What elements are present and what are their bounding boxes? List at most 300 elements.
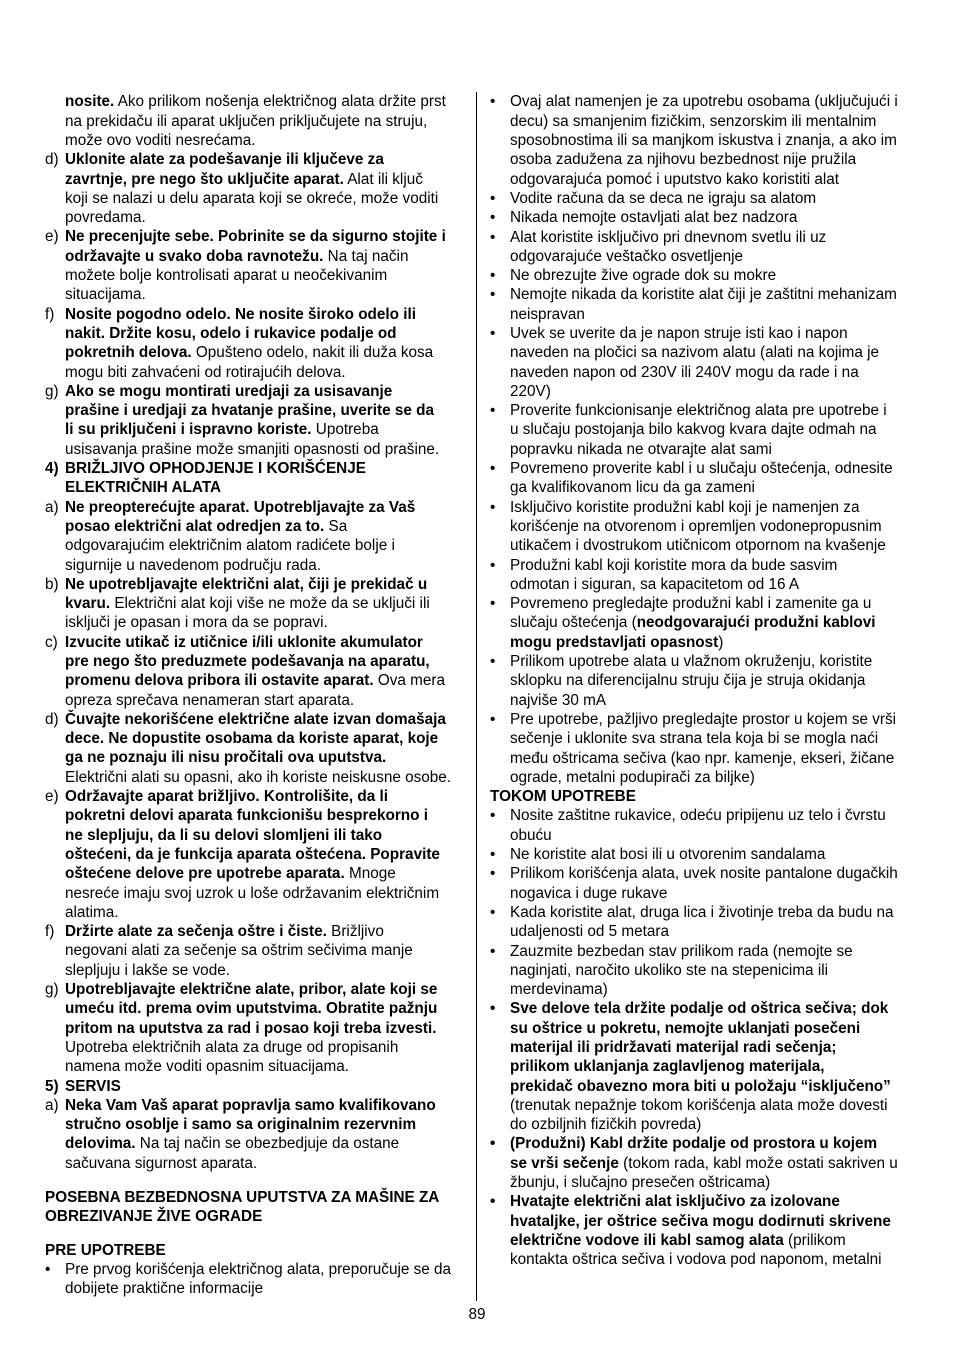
item-text	[510, 1192, 930, 1269]
section	[45, 1241, 470, 1299]
bullet-marker: •	[490, 498, 496, 516]
bullet-item	[490, 459, 930, 498]
item-text	[65, 1077, 470, 1096]
bold-text: Izvucite utikač iz utičnice i/ili uklonite akumulator	[65, 633, 423, 651]
bold-text: dece. Ne dopustite osobama da koriste aparat, koje	[65, 730, 439, 748]
section	[45, 92, 470, 1173]
text-line: žbunju, i slučajno presečen oštricama)	[510, 1174, 771, 1192]
bold-text: Čuvajte nekorišćene električne alate izvan domašaja	[65, 710, 446, 728]
bullet-item	[490, 92, 930, 188]
bullet-marker: •	[490, 556, 496, 574]
text-line: Zauzmite bezbedan stav prilikom rada (nemojte se	[510, 942, 853, 960]
text-line: merdevinama)	[510, 981, 608, 999]
bold-text: SERVIS	[65, 1077, 121, 1095]
item-text	[65, 633, 470, 710]
body-text: Na taj način	[323, 247, 409, 265]
bullet-marker: •	[490, 460, 496, 478]
list-item	[45, 1096, 470, 1173]
text-line: obuću	[510, 826, 552, 844]
text-line: Povremeno proverite kabl i u slučaju oštećenja, odnesite	[510, 460, 893, 478]
text-line	[490, 787, 930, 806]
body-text: Ova mera	[373, 672, 445, 690]
text-line: odgovarajuća pomoć i uputstvo kako koristiti alat	[510, 170, 840, 188]
text-line: negovani alati za sečenje sa oštrim sečivima manje	[65, 942, 413, 960]
text-line: utikačem i dvostrukom utičnicom otpornom na kvašenje	[510, 537, 886, 555]
list-item	[45, 575, 470, 633]
list-marker: g)	[45, 981, 59, 999]
bullet-item	[490, 498, 930, 556]
text-line: mogu biti zahvaćeni od rotirajućih delova.	[65, 363, 346, 381]
text-line: isključi je opasan i mora da se popravi.	[65, 614, 328, 632]
text-line: odmotan i siguran, sa kapacitetom od 16 A	[510, 575, 800, 593]
bold-text: neodgovarajući produžni kablovi	[636, 614, 876, 632]
item-text	[65, 922, 470, 980]
bullet-item	[490, 594, 930, 652]
item-text	[510, 459, 930, 498]
bold-text: Nosite pogodno odelo. Ne nosite široko odelo ili	[65, 305, 416, 323]
list-item	[45, 922, 470, 980]
bullet-item	[490, 324, 930, 401]
paragraph-continued	[45, 92, 470, 150]
bold-text: delovima.	[65, 1135, 136, 1153]
text-line	[65, 343, 470, 362]
text-line	[65, 517, 470, 536]
text-line	[510, 1134, 930, 1153]
text-line	[65, 459, 470, 478]
body-text: Upotreba	[311, 421, 379, 439]
item-text	[490, 787, 930, 806]
text-line	[65, 247, 470, 266]
bold-text: materijal ili pridržavati materijal radi sečenja;	[510, 1039, 837, 1056]
text-line	[510, 1057, 930, 1076]
item-text	[65, 980, 470, 1076]
item-text	[510, 324, 930, 401]
page-number: 89	[468, 1306, 486, 1323]
item-text	[510, 652, 930, 710]
bold-text: oštećene delove pre upotrebe aparata.	[65, 865, 345, 883]
item-text	[510, 556, 930, 595]
section-heading	[45, 1077, 470, 1096]
list-marker: f)	[45, 923, 55, 941]
bullet-item	[490, 999, 930, 1134]
bold-text: električne vodove ili kabl samog alata	[510, 1231, 784, 1249]
bold-text: hvataljke, jer oštrice sečiva mogu dodirnuti skrivene	[510, 1212, 891, 1230]
bold-text: OBREZIVANJE ŽIVE OGRADE	[45, 1207, 263, 1225]
bullet-marker: •	[490, 267, 496, 285]
list-marker: 5)	[45, 1077, 59, 1095]
item-text	[65, 382, 470, 459]
item-text	[65, 1096, 470, 1173]
text-line: Proverite funkcionisanje električnog alata pre upotrebe i	[510, 402, 887, 420]
text-line: popravku nikada ne otvarajte alat sami	[510, 440, 772, 458]
bullet-item	[490, 556, 930, 595]
item-text	[510, 710, 930, 787]
text-line	[510, 1077, 930, 1096]
heading	[45, 1241, 470, 1260]
bold-text: BRIŽLJIVO OPHODJENJE I KORIŠĆENJE	[65, 460, 366, 478]
list-marker	[45, 92, 65, 150]
text-line	[65, 1134, 470, 1153]
text-line	[65, 1115, 470, 1134]
bullet-item	[490, 942, 930, 1000]
bullet-marker: •	[490, 846, 496, 864]
bullet-marker: •	[490, 903, 496, 921]
item-text	[65, 575, 470, 633]
text-line: Povremeno pregledajte produžni kabl i zamenite ga u	[510, 595, 872, 613]
bold-text: održavajte u svako doba ravnotežu.	[65, 247, 324, 265]
bold-text: TOKOM UPOTREBE	[490, 788, 636, 806]
text-line	[65, 420, 470, 439]
text-line	[510, 613, 930, 632]
bold-text: promenu delova pribora ili ostavite aparat.	[65, 672, 374, 690]
list-item	[45, 150, 470, 227]
bullet-item	[490, 903, 930, 942]
text-line	[65, 845, 470, 864]
bullet-marker: •	[490, 286, 496, 304]
item-text	[510, 401, 930, 459]
bullet-marker: •	[490, 1000, 496, 1018]
list-item	[45, 633, 470, 710]
item-text	[510, 594, 930, 652]
text-line	[65, 1019, 470, 1038]
list-marker: b)	[45, 575, 59, 593]
text-line: Ovaj alat namenjen je za upotrebu osobama (uključujući i	[510, 93, 898, 111]
item-text	[45, 1241, 470, 1260]
text-line	[510, 1019, 930, 1038]
text-line	[65, 710, 470, 729]
bullet-item	[490, 864, 930, 903]
text-line: naginjati, naročito ukoliko ste na stepenicima ili	[510, 961, 829, 979]
list-marker: d)	[45, 151, 59, 169]
text-line	[510, 1231, 930, 1250]
section-heading	[45, 459, 470, 498]
text-line	[65, 92, 470, 111]
text-line: Ne obrezujte žive ograde dok su mokre	[510, 267, 777, 285]
text-line: ograde, metalni podupirači za biljke)	[510, 768, 755, 786]
list-marker: a)	[45, 498, 59, 516]
bold-text: umeću itd. prema ovim uputstvima. Obratite pažnju	[65, 1000, 438, 1018]
text-line: može ovo voditi nesrećama.	[65, 131, 256, 149]
text-line: opreza sprečava nenameran start aparata.	[65, 691, 355, 709]
item-text	[510, 208, 930, 227]
text-line: ga kvalifikovanom licu da ga zameni	[510, 479, 755, 497]
text-line: Električni alati su opasni, ako ih koriste neiskusne osobe.	[65, 768, 452, 786]
text-line: na prekidaču ili aparat uključen priključujete na struju,	[65, 112, 428, 130]
item-text	[65, 305, 470, 382]
body-text: )	[718, 633, 724, 651]
bold-text: Uklonite alate za podešavanje ili ključeve za	[65, 151, 384, 169]
item-text	[510, 285, 930, 324]
item-text	[65, 150, 470, 227]
bullet-item	[490, 845, 930, 864]
item-text	[510, 228, 930, 267]
bold-text: Sve delove tela držite podalje od oštrica sečiva; dok	[510, 1000, 889, 1018]
text-line: alatima.	[65, 903, 119, 921]
list-marker: g)	[45, 382, 59, 400]
bullet-marker: •	[490, 228, 496, 246]
text-line	[65, 806, 470, 825]
bullet-item	[490, 401, 930, 459]
list-marker: 4)	[45, 460, 59, 478]
bullet-item	[490, 285, 930, 324]
text-line: povredama.	[65, 209, 146, 227]
heading	[490, 787, 930, 806]
text-line	[65, 980, 470, 999]
section	[490, 92, 930, 787]
bold-text: su oštrice u pokretu, nemojte uklanjati posečeni	[510, 1019, 861, 1037]
body-text: (tokom rada, kabl može ostati sakriven u	[618, 1154, 898, 1172]
text-line: koji se nalazi u delu aparata koji se okreće, može voditi	[65, 189, 439, 207]
list-marker: e)	[45, 228, 59, 246]
bold-text: se vrši sečenje	[510, 1154, 619, 1172]
bullet-marker: •	[490, 402, 496, 420]
list-item	[45, 305, 470, 382]
bold-text: POSEBNA BEZBEDNOSNA UPUTSTVA ZA MAŠINE ZA	[45, 1188, 440, 1206]
text-line: do ozbiljnih fizičkih povreda)	[510, 1116, 702, 1134]
bold-text: zavrtnje, pre nego što uključite aparat.	[65, 170, 344, 188]
item-text	[65, 1260, 470, 1299]
section	[490, 787, 930, 1269]
bold-text: ga ne poznaju ili nisu pročitali ova uputstva.	[65, 749, 387, 767]
text-line	[510, 1154, 930, 1173]
text-line: Nemojte nikada da koristite alat čiji je zaštitni mehanizam	[510, 286, 897, 304]
bullet-item	[490, 710, 930, 787]
bullet-marker: •	[490, 595, 496, 613]
text-line: situacijama.	[65, 286, 146, 304]
text-line: nesreće imaju svoj uzrok u loše održavanim električnim	[65, 884, 440, 902]
bold-text: ne slepljuju, da li su delovi slomljeni ili tako	[65, 826, 383, 844]
text-line: sečenje i uklonite sva strana tela koja bi se mogla naći	[510, 730, 879, 748]
text-line: kontakta oštrica sečiva i vodova pod naponom, metalni	[510, 1251, 882, 1269]
text-line: Prilikom korišćenja alata, uvek nosite pantalone dugačkih	[510, 865, 898, 883]
bold-text: pokretni delovi aparata funkcionišu besprekorno i	[65, 807, 428, 825]
bullet-item	[45, 1260, 470, 1299]
bullet-marker: •	[490, 209, 496, 227]
text-line: sklopku na diferencijalnu struju čija je struja okidanja	[510, 672, 866, 690]
bullet-item	[490, 806, 930, 845]
body-text: Na taj način se obezbedjuje da ostane	[135, 1135, 400, 1153]
item-text	[65, 227, 470, 304]
text-line	[65, 594, 470, 613]
list-marker: e)	[45, 788, 59, 806]
bold-text: Neka Vam Vaš aparat popravlja samo kvalifikovano	[65, 1096, 436, 1114]
bullet-marker: •	[490, 1193, 496, 1211]
text-line: Ne koristite alat bosi ili u otvorenim sandalama	[510, 846, 826, 864]
text-line	[510, 1212, 930, 1231]
body-text: Sa	[324, 517, 348, 535]
body-text: slučaju oštećenja (	[510, 614, 637, 632]
text-line: Nikada nemojte ostavljati alat bez nadzora	[510, 209, 798, 227]
bullet-marker: •	[490, 1135, 496, 1153]
text-line	[65, 671, 470, 690]
bullet-marker: •	[490, 653, 496, 671]
section	[45, 1188, 470, 1227]
text-line: nogavica i duge rukave	[510, 884, 668, 902]
text-line	[65, 382, 470, 401]
item-text	[510, 999, 930, 1134]
text-line	[510, 633, 930, 652]
text-line: usisavanja prašine može smanjiti opasnosti od prašine.	[65, 440, 440, 458]
bold-text: Ne precenjujte sebe. Pobrinite se da sigurno stojite i	[65, 228, 446, 246]
list-item	[45, 382, 470, 459]
text-line: neispravan	[510, 305, 585, 323]
text-line: najviše 30 mA	[510, 691, 607, 709]
item-text	[510, 92, 930, 188]
item-text	[510, 806, 930, 845]
text-line	[65, 922, 470, 941]
text-line: (trenutak nepažnje tokom korišćenja alata može dovesti	[510, 1096, 888, 1114]
column-divider	[476, 92, 477, 1301]
bold-text: li su priključeni i ispravno koriste.	[65, 421, 312, 439]
list-item	[45, 710, 470, 787]
text-line: namena može voditi opasnim situacijama.	[65, 1058, 349, 1076]
bold-text: Upotrebljavajte električne alate, pribor, alate koji se	[65, 981, 438, 999]
bullet-marker: •	[490, 710, 496, 728]
body-text: Električni alat koji više ne može da se uključi ili	[110, 595, 430, 613]
bullet-marker: •	[490, 325, 496, 342]
bold-text: pritom na uputstva za rad i posao koji treba izvesti.	[65, 1019, 437, 1037]
bold-text: Ne upotrebljavajte električni alat, čiji je prekidač u	[65, 575, 428, 593]
bullet-marker: •	[45, 1260, 51, 1278]
item-text	[510, 903, 930, 942]
bold-text: oštećeni, da je funkcija aparata oštećena. Popravite	[65, 845, 440, 863]
text-line	[510, 999, 930, 1018]
text-line: sigurnije u navedenom području rada.	[65, 556, 321, 574]
bullet-item	[490, 228, 930, 267]
text-line	[65, 729, 470, 748]
text-line	[65, 401, 470, 420]
item-text	[65, 498, 470, 575]
text-line	[45, 1207, 470, 1226]
text-line	[65, 633, 470, 652]
text-line	[65, 826, 470, 845]
bold-text: pre nego što preduzmete podešavanja na aparatu,	[65, 653, 430, 670]
bold-text: Održavajte aparat brižljivo. Kontrolišite, da li	[65, 788, 389, 806]
text-line: odgovarajuće veštačko osvetljenje	[510, 247, 743, 265]
bold-text: PRE UPOTREBE	[45, 1241, 166, 1259]
bullet-item	[490, 266, 930, 285]
text-line: Upotreba električnih alata za druge od propisanih	[65, 1038, 399, 1056]
text-line	[45, 1241, 470, 1260]
bold-text: nosite.	[65, 93, 115, 111]
list-item	[45, 227, 470, 304]
text-line	[510, 1038, 930, 1057]
body-text: Ako prilikom nošenja električnog alata držite prst	[114, 93, 446, 111]
text-line: Alat koristite isključivo pri dnevnom svetlu ili uz	[510, 228, 827, 246]
item-text	[510, 864, 930, 903]
item-text	[65, 459, 470, 498]
bold-text: prašine i uredjaji za hvatanje prašine, uverite se da	[65, 402, 434, 420]
left-column	[45, 92, 470, 1298]
item-text	[510, 266, 930, 285]
item-text	[510, 189, 930, 208]
text-line	[65, 575, 470, 594]
right-column	[490, 92, 930, 1269]
text-line	[510, 1192, 930, 1211]
bullet-marker: •	[490, 865, 496, 883]
text-line: u slučaju postojanja bilo kakvog kvara dajte odmah na	[510, 421, 877, 439]
body-text: (prilikom	[783, 1231, 846, 1249]
item-text	[65, 787, 470, 922]
bullet-marker: •	[490, 942, 496, 960]
bold-text: posao električni alat odredjen za to.	[65, 517, 325, 535]
bold-text: Hvatajte električni alat isključivo za izolovane	[510, 1193, 840, 1211]
text-line: naveden na pločici sa nazivom alatu (alati na kojima je	[510, 344, 880, 362]
text-line: Pre prvog korišćenja električnog alata, preporučuje se da	[65, 1260, 452, 1278]
body-text: Alat ili ključ	[343, 170, 423, 188]
text-line: decu) sa smanjenim fizičkim, senzorskim ili mentalnim	[510, 112, 877, 130]
bold-text: Ne preopterećujte aparat. Upotrebljavajte za Vaš	[65, 498, 416, 516]
text-line: Prilikom upotrebe alata u vlažnom okruženju, koristite	[510, 653, 873, 671]
bullet-item	[490, 1134, 930, 1192]
item-text	[510, 1134, 930, 1192]
text-line: odgovarajućim električnim alatom radićete bolje i	[65, 537, 395, 555]
bold-text: nakit. Držite kosu, odelo i rukavice podalje od	[65, 324, 397, 342]
item-text	[510, 498, 930, 556]
text-line: Kada koristite alat, druga lica i životinje treba da budu na	[510, 903, 894, 921]
text-line	[65, 478, 470, 497]
text-line	[65, 1096, 470, 1115]
text-line: Produžni kabl koji koristite mora da bude sasvim	[510, 556, 838, 574]
text-line: osoba zadužena za njihovu bezbednost nije pružila	[510, 151, 857, 169]
bullet-item	[490, 1192, 930, 1269]
text-line	[65, 999, 470, 1018]
list-marker: f)	[45, 305, 55, 323]
text-line: Vodite računa da se deca ne igraju sa alatom	[510, 189, 817, 207]
text-line: 220V)	[510, 382, 551, 400]
text-line	[45, 1188, 470, 1207]
text-line: sposobnostima ili sa manjkom iskustva i znanja, a ako im	[510, 131, 897, 149]
body-text: Brižljivo	[326, 923, 384, 941]
text-line	[65, 170, 470, 189]
bold-text: pokretnih delova.	[65, 344, 192, 362]
text-line: Uvek se uverite da je napon struje isti kao i napon	[510, 325, 848, 342]
list-item	[45, 787, 470, 922]
text-line: slepljuju i lakše se vode.	[65, 961, 230, 979]
text-line	[65, 787, 470, 806]
list-marker: a)	[45, 1096, 59, 1114]
bullet-item	[490, 652, 930, 710]
text-line: naveden napon od 230V ili 240V mogu da rade i na	[510, 363, 859, 381]
bold-text: prekidač obavezno mora biti u položaju “isključeno”	[510, 1077, 891, 1095]
item-text	[65, 710, 470, 787]
bold-text: mogu predstavljati opasnost	[510, 633, 719, 651]
text-line	[65, 227, 470, 246]
text-line	[65, 305, 470, 324]
bullet-marker: •	[490, 807, 496, 825]
heading	[45, 1188, 470, 1227]
list-item	[45, 980, 470, 1076]
text-line	[65, 150, 470, 169]
text-line	[65, 748, 470, 767]
body-text: Opušteno odelo, nakit ili duža kosa	[191, 344, 434, 362]
bold-text: ELEKTRIČNIH ALATA	[65, 479, 222, 497]
bold-text: Ako se mogu montirati uredjaji za usisavanje	[65, 382, 393, 400]
text-line: udaljenosti od 5 metara	[510, 923, 670, 941]
text-line	[65, 498, 470, 517]
text-line: dobijete praktične informacije	[65, 1280, 264, 1298]
item-text	[510, 845, 930, 864]
text-line	[65, 652, 470, 671]
list-item	[45, 498, 470, 575]
bold-text: (Produžni) Kabl držite podalje od prostora u kojem	[510, 1135, 878, 1153]
bold-text: stručno osoblje i samo sa originalnim rezervnim	[65, 1116, 417, 1134]
text-line: sačuvana sigurnost aparata.	[65, 1154, 258, 1172]
text-line: Pre upotrebe, pažljivo pregledajte prostor u kojem se vrši	[510, 710, 897, 728]
bullet-marker: •	[490, 189, 496, 207]
text-line: među oštricama sečiva (kao npr. kamenje, ekseri, žičane	[510, 749, 895, 767]
item-text	[65, 92, 470, 150]
